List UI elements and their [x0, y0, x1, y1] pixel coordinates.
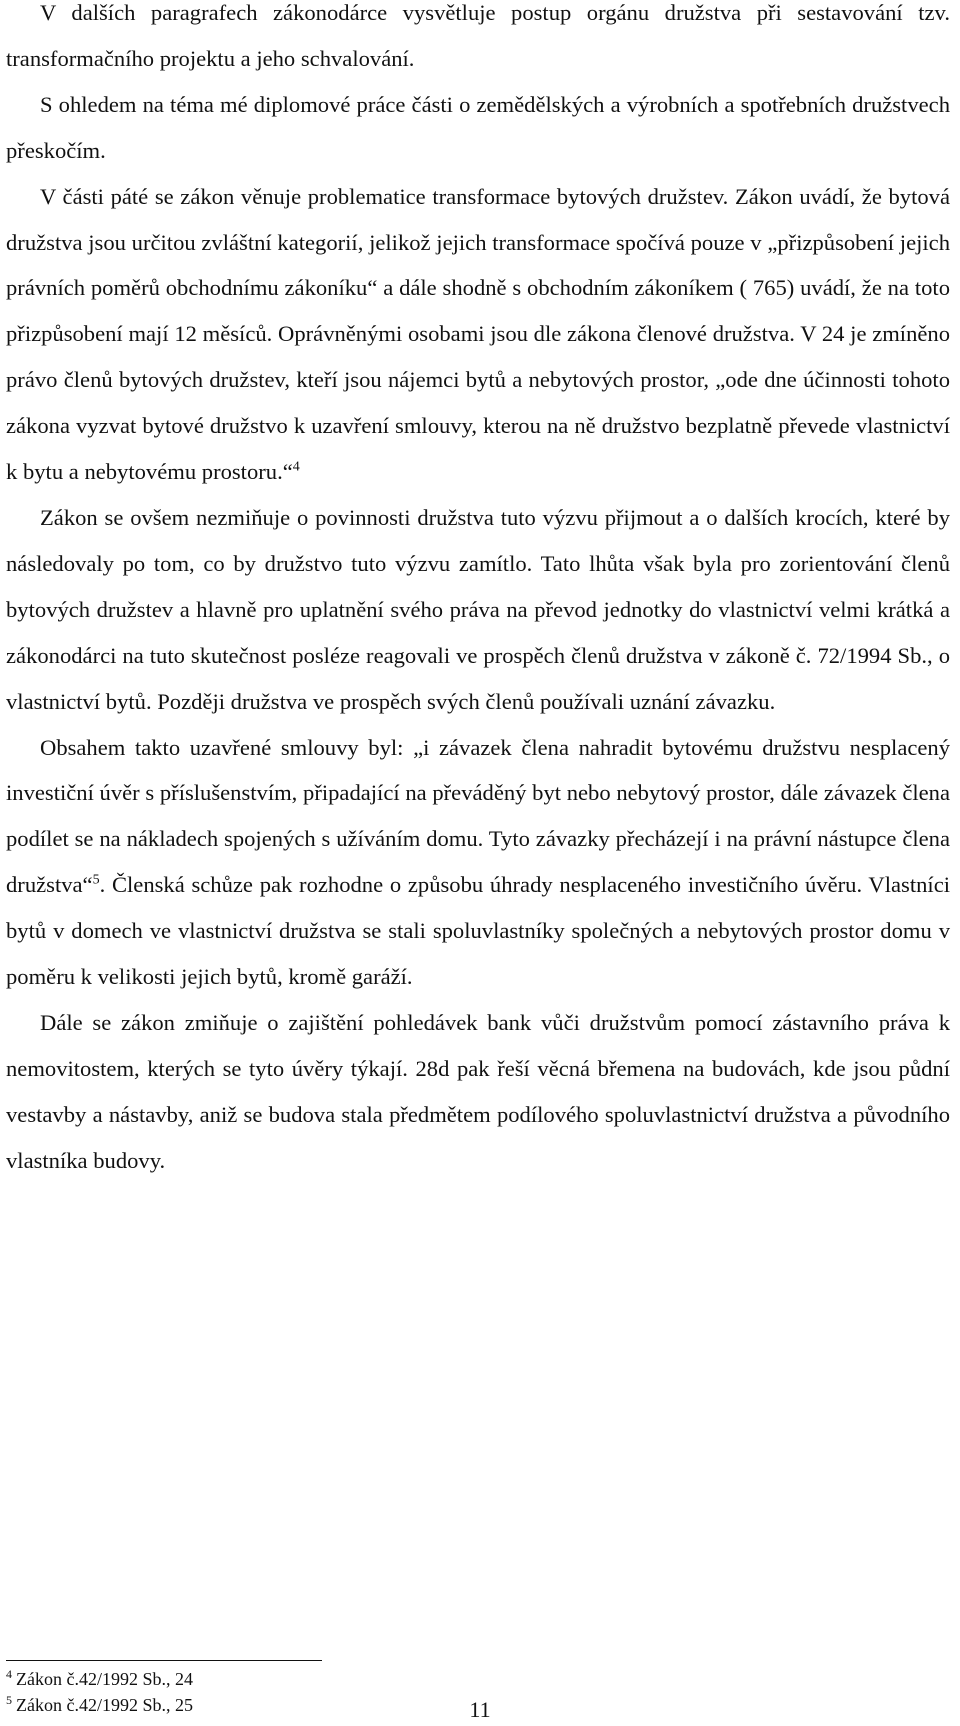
- paragraph-6: Dále se zákon zmiňuje o zajištění pohledávek bank vůči družstvům pomocí zástavního práva k nemovitostem, kterých se tyto úvěry týkají. 28d pak řeší věcná břemena na budovách, kde jsou půdní vestavby a nástavby, aniž se budova stala předmětem podílového spoluvlastnictví družstva a původního vlastníka budovy.: [6, 1009, 950, 1173]
- paragraph-4: Zákon se ovšem nezmiňuje o povinnosti družstva tuto výzvu přijmout a o dalších krocích, které by následovaly po tom, co by družstvo tuto výzvu zamítlo. Tato lhůta však byla pro zorientování členů bytových družstev a hlavně pro uplatnění svého práva na převod jednotky do vlastnictví velmi krátká a zákonodárci na tuto skutečnost posléze reagovali ve prospěch členů družstva v zákoně č. 72/1994 Sb., o vlastnictví bytů. Později družstva ve prospěch svých členů používali uznání závazku.: [6, 504, 950, 714]
- footnote-5-number: 5: [6, 1693, 12, 1707]
- footnote-4-text: Zákon č.42/1992 Sb., 24: [16, 1669, 193, 1689]
- paragraph-1: V dalších paragrafech zákonodárce vysvětluje postup orgánu družstva při sestavování tzv. transformačního projektu a jeho schvalování.: [6, 0, 950, 71]
- paragraph-3-text: V části páté se zákon věnuje problematice transformace bytových družstev. Zákon uvádí, že bytová družstva jsou určitou zvláštní kategorií, jelikož jejich transformace spočívá pouze v „přizpůsobení jejich právních poměrů obchodnímu zákoníku“ a dále shodně s obchodním zákoníkem ( 765) uvádí, že na toto přizpůsobení mají 12 měsíců. Oprávněnými osobami jsou dle zákona členové družstva. V 24 je zmíněno právo členů bytových družstev, kteří jsou nájemci bytů a nebytových prostor, „ode dne účinnosti tohoto zákona vyzvat bytové družstvo k uzavření smlouvy, kterou na ně družstvo bezplatně převede vlastnictví k bytu a nebytovému prostoru.“: [6, 183, 950, 485]
- paragraph-3: [6, 174, 950, 495]
- page-number: 11: [469, 1697, 491, 1722]
- footnote-4-number: 4: [6, 1667, 12, 1681]
- body-text: [6, 0, 950, 1184]
- paragraph-5-text-continued: . Členská schůze pak rozhodne o způsobu úhrady nesplaceného investičního úvěru. Vlastníci bytů v domech ve vlastnictví družstva se stali spoluvlastníky společných a nebytových prostor domu v poměru k velikosti jejich bytů, kromě garáží.: [6, 872, 950, 990]
- paragraph-5: [6, 725, 950, 1000]
- paragraph-2: S ohledem na téma mé diplomové práce části o zemědělských a výrobních a spotřebních družstvech přeskočím.: [6, 91, 950, 163]
- footnote-ref-4[interactable]: 4: [292, 459, 300, 475]
- footnote-5-text: Zákon č.42/1992 Sb., 25: [16, 1695, 193, 1715]
- footnote-ref-5[interactable]: 5: [92, 872, 100, 888]
- footnote-divider: [6, 1660, 322, 1661]
- paragraph-5-text: Obsahem takto uzavřené smlouvy byl: „i závazek člena nahradit bytovému družstvu nesplacený investiční úvěr s příslušenstvím, připadající na převáděný byt nebo nebytový prostor, dále závazek člena podílet se na nákladech spojených s užíváním domu. Tyto závazky přecházejí i na právní nástupce člena družstva“: [6, 734, 950, 898]
- footnote-4: [6, 1666, 706, 1692]
